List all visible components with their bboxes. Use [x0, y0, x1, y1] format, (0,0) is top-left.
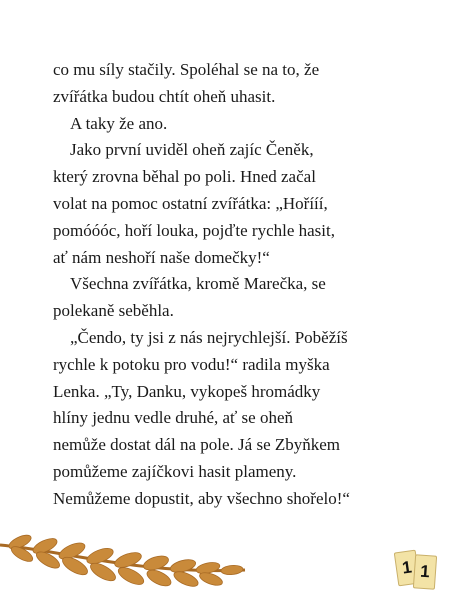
text-line: Lenka. „Ty, Danku, vykopeš hromádky — [53, 381, 321, 401]
text-line: „Čendo, ty jsi z nás nejrychlejší. Poběžíš — [70, 327, 348, 347]
text-line: ať nám neshoří naše domečky!“ — [53, 247, 270, 267]
text-line: co mu síly stačily. Spoléhal se na to, že — [53, 60, 320, 79]
text-line: který zrovna běhal po poli. Hned začal — [53, 167, 316, 187]
text-line: volat na pomoc ostatní zvířátka: „Hořííí, — [53, 193, 328, 213]
text-line: polekaně seběhla. — [53, 301, 174, 321]
text-line: Nemůžeme dopustit, aby všechno shořelo!“ — [53, 488, 350, 508]
text-line: zvířátka budou chtít oheň uhasit. — [53, 86, 276, 106]
page-number — [392, 547, 442, 591]
text-line: rychle k potoku pro vodu!“ radila myška — [53, 354, 330, 374]
page-number-front: 1 — [413, 554, 437, 589]
text-line: pomóóóc, hoří louka, pojďte rychle hasit, — [53, 220, 335, 240]
page-number-back: 1 — [394, 550, 421, 587]
text-line: hlíny jednu vedle druhé, ať se oheň — [53, 408, 294, 428]
text-line: nemůže dostat dál na pole. Já se Zbyňkem — [53, 435, 341, 455]
text-line: Všechna zvířátka, kromě Marečka, se — [70, 274, 326, 294]
wheat-ear-icon — [0, 520, 250, 600]
text-line: A taky že ano. — [70, 113, 168, 133]
story-text — [53, 57, 443, 513]
text-line: pomůžeme zajíčkovi hasit plameny. — [53, 461, 297, 481]
text-line: Jako první uviděl oheň zajíc Čeněk, — [70, 140, 314, 160]
